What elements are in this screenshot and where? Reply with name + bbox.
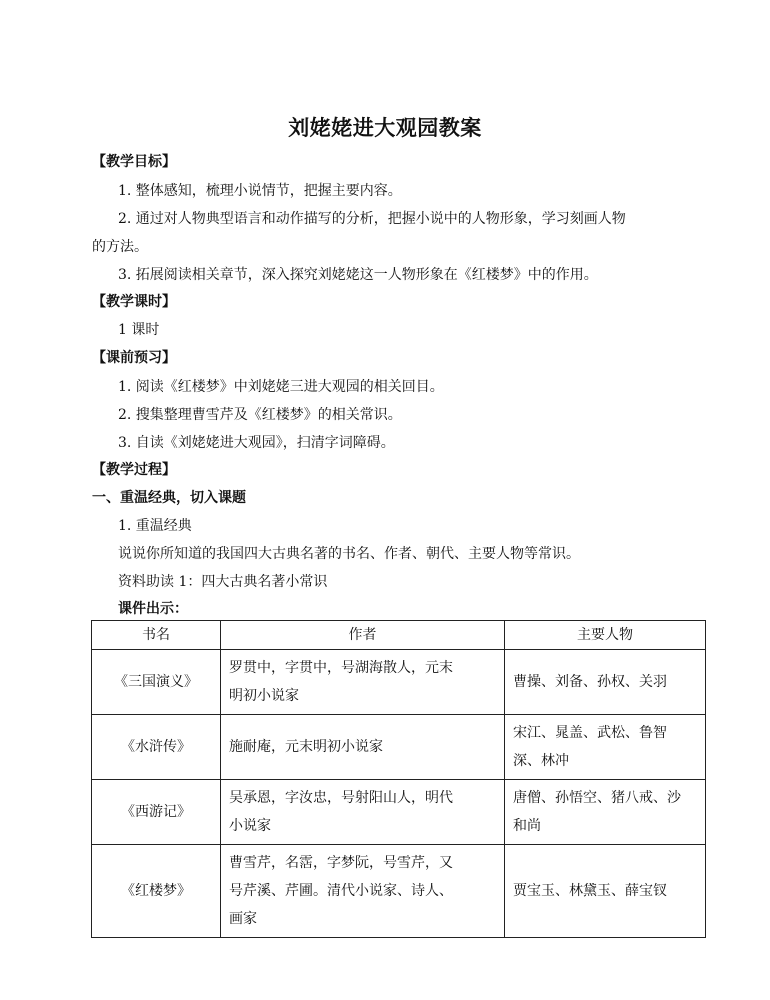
author-line: 号芹溪、芹圃。清代小说家、诗人、 bbox=[229, 883, 453, 899]
author-line: 曹雪芹，名霑，字梦阮，号雪芹，又 bbox=[229, 855, 453, 871]
goal-item-1: 1. 整体感知，梳理小说情节，把握主要内容。 bbox=[118, 183, 402, 199]
author-cell bbox=[221, 845, 505, 938]
preview-header: 【课前预习】 bbox=[92, 350, 176, 366]
characters-line: 深、林冲 bbox=[513, 753, 569, 769]
author-line: 明初小说家 bbox=[229, 688, 299, 704]
table-row bbox=[92, 650, 706, 715]
table-row bbox=[92, 715, 706, 780]
book-cell: 《水浒传》 bbox=[92, 715, 221, 780]
preview-item-2: 2. 搜集整理曹雪芹及《红楼梦》的相关常识。 bbox=[118, 407, 402, 423]
header-characters: 主要人物 bbox=[505, 621, 706, 650]
characters-line: 宋江、晁盖、武松、鲁智 bbox=[513, 725, 667, 741]
characters-cell bbox=[505, 715, 706, 780]
step1-header: 一、重温经典，切入课题 bbox=[92, 490, 246, 506]
characters-line: 和尚 bbox=[513, 818, 541, 834]
author-cell bbox=[221, 715, 505, 780]
hours-text: 1 课时 bbox=[118, 322, 160, 338]
courseware-label: 课件出示： bbox=[118, 601, 188, 617]
goal-item-3: 3. 拓展阅读相关章节，深入探究刘姥姥这一人物形象在《红楼梦》中的作用。 bbox=[118, 267, 598, 283]
header-author: 作者 bbox=[221, 621, 505, 650]
author-line: 画家 bbox=[229, 911, 257, 927]
characters-line: 贾宝玉、林黛玉、薛宝钗 bbox=[513, 883, 667, 899]
author-line: 吴承恩，字汝忠，号射阳山人，明代 bbox=[229, 790, 453, 806]
goal-item-2-cont: 的方法。 bbox=[92, 239, 148, 255]
table-header-row bbox=[92, 621, 706, 650]
characters-cell bbox=[505, 650, 706, 715]
author-cell bbox=[221, 780, 505, 845]
book-cell: 《三国演义》 bbox=[92, 650, 221, 715]
hours-header: 【教学课时】 bbox=[92, 294, 176, 310]
page-title: 刘姥姥进大观园教案 bbox=[288, 116, 482, 140]
characters-line: 唐僧、孙悟空、猪八戒、沙 bbox=[513, 790, 681, 806]
characters-cell bbox=[505, 780, 706, 845]
author-cell bbox=[221, 650, 505, 715]
characters-cell bbox=[505, 845, 706, 938]
goals-header: 【教学目标】 bbox=[92, 154, 176, 170]
author-line: 小说家 bbox=[229, 818, 271, 834]
process-header: 【教学过程】 bbox=[92, 462, 176, 478]
preview-item-1: 1. 阅读《红楼梦》中刘姥姥三进大观园的相关回目。 bbox=[118, 379, 444, 395]
classics-table bbox=[91, 620, 706, 938]
author-line: 施耐庵，元末明初小说家 bbox=[229, 739, 383, 755]
table-row bbox=[92, 845, 706, 938]
book-cell: 《红楼梦》 bbox=[92, 845, 221, 938]
characters-line: 曹操、刘备、孙权、关羽 bbox=[513, 674, 667, 690]
goal-item-2: 2. 通过对人物典型语言和动作描写的分析，把握小说中的人物形象，学习刻画人物 bbox=[118, 211, 626, 227]
header-book: 书名 bbox=[92, 621, 221, 650]
preview-item-3: 3. 自读《刘姥姥进大观园》，扫清字词障碍。 bbox=[118, 435, 395, 451]
author-line: 罗贯中，字贯中，号湖海散人，元末 bbox=[229, 660, 453, 676]
step1-text: 说说你所知道的我国四大古典名著的书名、作者、朝代、主要人物等常识。 bbox=[118, 546, 580, 562]
resource-text: 资料助读 1：四大古典名著小常识 bbox=[118, 574, 328, 590]
step1-sub: 1. 重温经典 bbox=[118, 518, 192, 534]
book-cell: 《西游记》 bbox=[92, 780, 221, 845]
table-row bbox=[92, 780, 706, 845]
